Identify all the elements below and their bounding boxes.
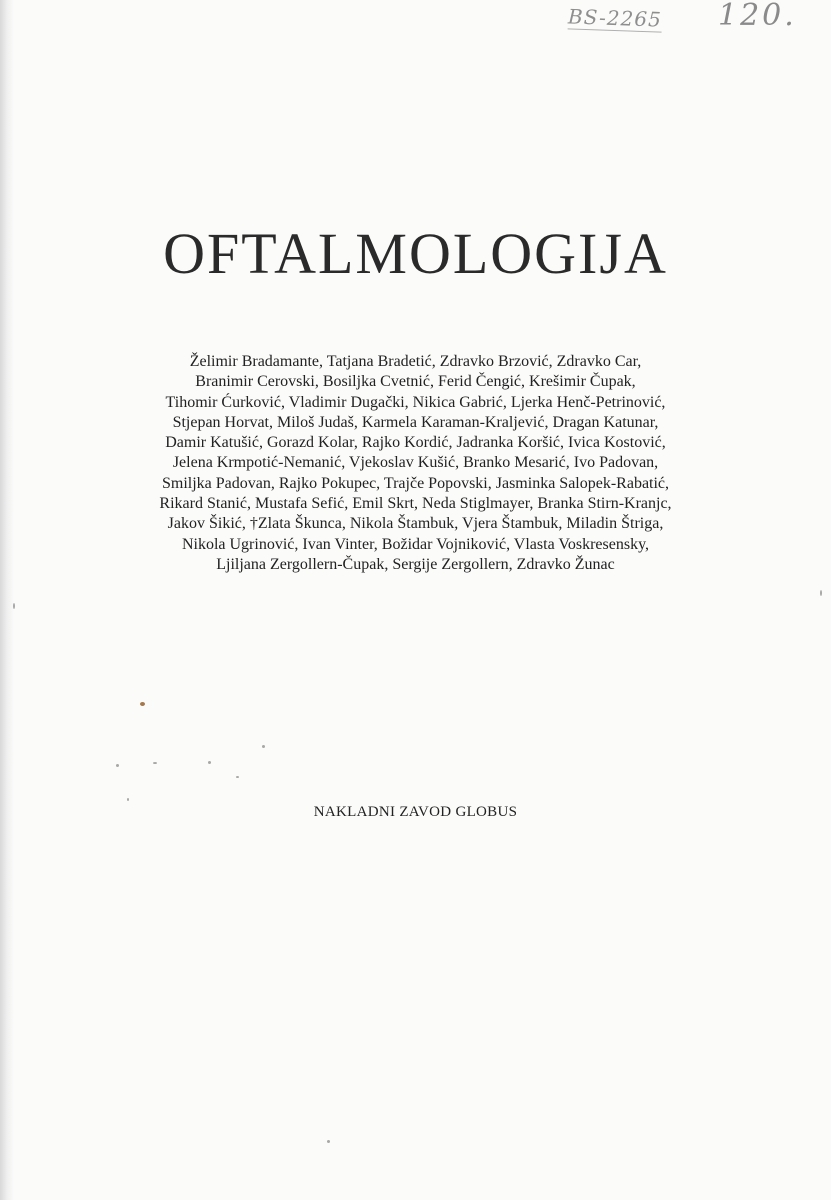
handwritten-catalog-code: BS-2265 — [567, 4, 663, 32]
author-line: Jakov Šikić, †Zlata Škunca, Nikola Štambuk, Vjera Štambuk, Miladin Štriga, — [167, 515, 664, 533]
author-line: Stjepan Horvat, Miloš Judaš, Karmela Karaman-Kraljević, Dragan Katunar, — [172, 413, 659, 431]
paper-speck — [13, 603, 15, 609]
paper-speck — [153, 762, 157, 764]
author-line: Smiljka Padovan, Rajko Pokupec, Trajče Popovski, Jasminka Salopek-Rabatić, — [161, 474, 670, 492]
page-edge-shadow — [0, 0, 14, 1200]
paper-speck — [208, 761, 211, 764]
author-line: Jelena Krmpotić-Nemanić, Vjekoslav Kušić, Branko Mesarić, Ivo Padovan, — [172, 454, 659, 472]
paper-speck — [820, 590, 822, 596]
paper-speck — [116, 764, 119, 767]
author-line: Branimir Cerovski, Bosiljka Cvetnić, Ferid Čengić, Krešimir Čupak, — [195, 373, 636, 391]
author-list — [60, 352, 771, 575]
paper-speck — [236, 776, 239, 778]
author-line: Tihomir Ćurković, Vladimir Dugački, Nikica Gabrić, Ljerka Henč-Petrinović, — [165, 393, 666, 411]
author-line: Želimir Bradamante, Tatjana Bradetić, Zdravko Brzović, Zdravko Car, — [189, 353, 642, 370]
handwritten-catalog-number: 120. — [718, 0, 797, 33]
paper-speck — [327, 1140, 330, 1143]
paper-speck — [262, 745, 265, 748]
author-line: Ljiljana Zergollern-Čupak, Sergije Zergollern, Zdravko Žunac — [216, 555, 615, 573]
author-line: Damir Katušić, Gorazd Kolar, Rajko Kordić, Jadranka Koršić, Ivica Kostović, — [165, 434, 666, 452]
paper-speck — [140, 702, 145, 706]
publisher-name: NAKLADNI ZAVOD GLOBUS — [313, 804, 518, 820]
author-line: Rikard Stanić, Mustafa Sefić, Emil Skrt, Neda Stiglmayer, Branka Stirn-Kranjc, — [159, 495, 672, 513]
handwritten-note — [568, 2, 823, 42]
paper-speck — [127, 798, 129, 801]
author-line: Nikola Ugrinović, Ivan Vinter, Božidar Vojniković, Vlasta Voskresensky, — [181, 535, 650, 553]
book-title: OFTALMOLOGIJA — [163, 221, 668, 286]
